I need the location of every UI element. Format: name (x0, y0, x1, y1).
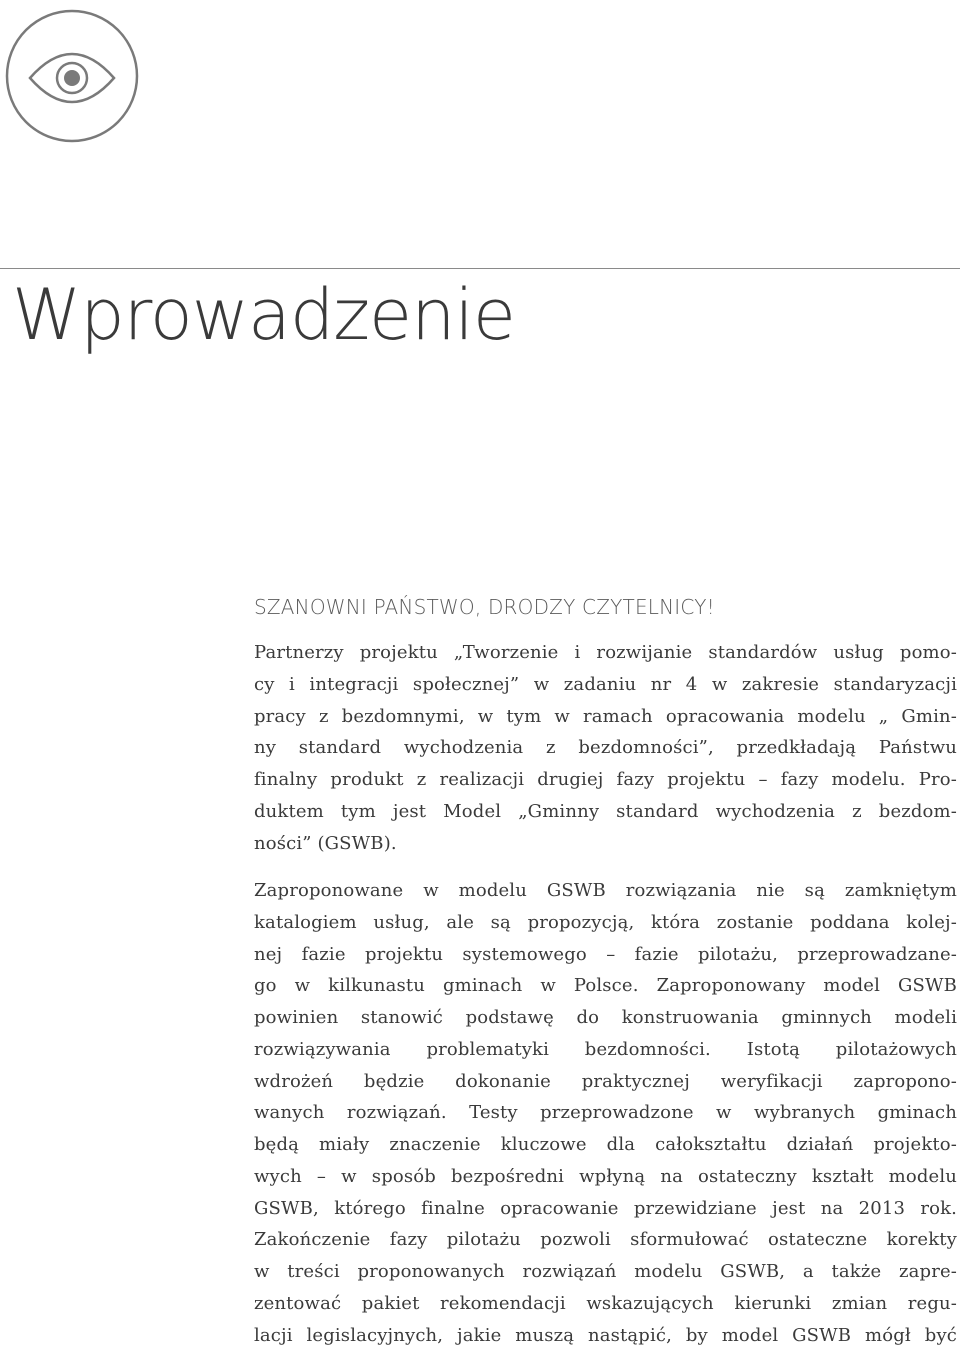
paragraph-line: rozwiązywania problematyki bezdomności. Istotą pilotażowych (254, 1038, 957, 1060)
gswb-paragraph (254, 875, 957, 1351)
paragraph-line: wdrożeń będzie dokonanie praktycznej weryfikacji zapropono- (254, 1070, 957, 1092)
paragraph-line: zentować pakiet rekomendacji wskazujących kierunki zmian regu- (254, 1292, 957, 1314)
paragraph-line: Partnerzy projektu „Tworzenie i rozwijanie standardów usług pomo- (254, 642, 957, 663)
paragraph-line: lacji legislacyjnych, jakie muszą nastąpić, by model GSWB mógł być (254, 1324, 957, 1346)
paragraph-line: katalogiem usług, ale są propozycją, która zostanie poddana kolej- (254, 911, 957, 933)
paragraph-line: duktem tym jest Model „Gminny standard wychodzenia z bezdom- (254, 800, 957, 822)
paragraph-line: powinien stanowić podstawę do konstruowania gminnych modeli (254, 1007, 957, 1028)
paragraph-line: finalny produkt z realizacji drugiej fazy projektu – fazy modelu. Pro- (254, 769, 957, 790)
paragraph-line: go w kilkunastu gminach w Polsce. Zaproponowany model GSWB (254, 975, 957, 997)
paragraph-line: wanych rozwiązań. Testy przeprowadzone w wybranych gminach (254, 1102, 957, 1124)
page-title: Wprowadzenie (12, 274, 515, 356)
paragraph-line: wych – w sposób bezpośredni wpłyną na ostateczny kształt modelu (254, 1165, 957, 1187)
intro-paragraph (254, 637, 957, 859)
paragraph-line: Zaproponowane w modelu GSWB rozwiązania nie są zamkniętym (254, 880, 957, 901)
paragraph-line: w treści proponowanych rozwiązań modelu GSWB, a także zapre- (254, 1261, 957, 1282)
paragraph-line: ności” (GSWB). (254, 832, 397, 854)
paragraph-line: pracy z bezdomnymi, w tym w ramach opracowania modelu „ Gmin- (254, 705, 957, 727)
paragraph-line: cy i integracji społecznej” w zadaniu nr 4 w zakresie standaryzacji (254, 673, 957, 695)
paragraph-line: Zakończenie fazy pilotażu pozwoli sformułować ostateczne korekty (254, 1229, 957, 1251)
paragraph-line: GSWB, którego finalne opracowanie przewidziane jest na 2013 rok. (254, 1197, 957, 1219)
paragraph-line: ny standard wychodzenia z bezdomności”, przedkładają Państwu (254, 737, 957, 759)
paragraph-line: nej fazie projektu systemowego – fazie pilotażu, przeprowadzane- (254, 943, 957, 965)
greeting-heading: SZANOWNI PAŃSTWO, DRODZY CZYTELNICY! (254, 595, 715, 619)
title-divider (0, 268, 960, 269)
eye-icon (4, 8, 140, 144)
paragraph-line: będą miały znaczenie kluczowe dla całokształtu działań projekto- (254, 1134, 957, 1155)
